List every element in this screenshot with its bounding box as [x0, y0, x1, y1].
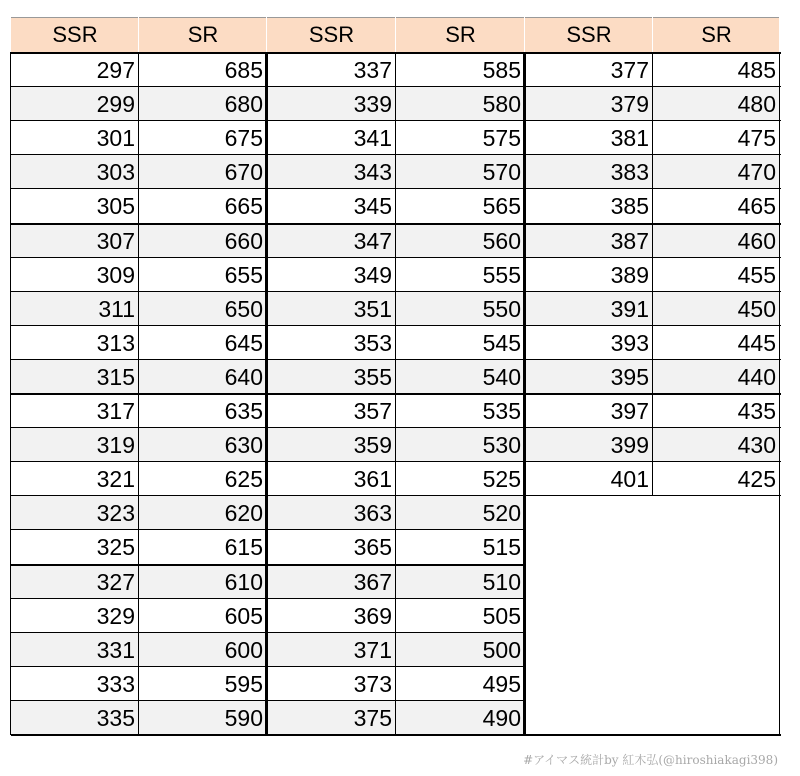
ssr-value-cell: 353 [353, 329, 392, 356]
ssr-value-cell: 321 [96, 466, 135, 493]
column-header-sr: SR [139, 17, 267, 52]
row-divider [267, 257, 526, 258]
ssr-value-cell: 375 [267, 701, 396, 735]
sr-value-cell: 465 [737, 193, 776, 220]
row-divider [267, 52, 526, 54]
ssr-value-cell: 349 [353, 261, 392, 288]
row-divider [525, 393, 781, 395]
sr-value-cell: 535 [482, 398, 521, 424]
sr-value-cell: 550 [396, 292, 525, 326]
ssr-value-cell: 319 [11, 428, 139, 462]
header-divider [395, 17, 396, 52]
row-divider [11, 461, 268, 462]
row-divider [11, 700, 268, 701]
sr-value-cell: 600 [139, 633, 267, 667]
column-divider [779, 52, 780, 735]
row-divider [267, 359, 526, 360]
row-divider [525, 120, 781, 121]
ssr-value-cell: 371 [267, 633, 396, 667]
ssr-value-cell: 337 [353, 57, 392, 83]
ssr-value-cell: 363 [267, 496, 396, 530]
row-divider [11, 666, 268, 667]
row-divider [11, 120, 268, 121]
column-divider [138, 52, 139, 735]
header-divider [524, 17, 525, 52]
sr-value-cell: 610 [139, 565, 267, 599]
sr-value-cell: 455 [737, 261, 776, 288]
ssr-value-cell: 383 [525, 155, 653, 189]
header-divider [779, 17, 780, 52]
ssr-value-cell: 395 [525, 360, 653, 394]
sr-value-cell: 585 [482, 57, 521, 83]
sr-value-cell: 650 [139, 292, 267, 326]
sr-value-cell: 630 [139, 428, 267, 462]
row-divider [267, 666, 526, 667]
row-divider [525, 461, 781, 462]
row-divider [11, 223, 268, 225]
row-divider [11, 86, 268, 87]
row-divider [267, 325, 526, 326]
sr-value-cell: 570 [396, 155, 525, 189]
ssr-value-cell: 313 [96, 329, 135, 356]
ssr-value-cell: 373 [353, 670, 392, 697]
column-header-ssr: SSR [525, 17, 653, 52]
sr-value-cell: 635 [224, 398, 263, 424]
ssr-value-cell: 299 [11, 87, 139, 121]
row-divider [267, 632, 526, 633]
table-bottom-border [11, 734, 781, 736]
ssr-value-cell: 309 [96, 261, 135, 288]
row-divider [11, 529, 268, 530]
row-divider [11, 632, 268, 633]
row-divider [525, 52, 781, 54]
row-divider [11, 154, 268, 155]
ssr-value-cell: 391 [525, 292, 653, 326]
ssr-value-cell: 305 [96, 193, 135, 220]
credit-text: #アイマス統計by 紅木弘(@hiroshiakagi398) [523, 753, 778, 767]
ssr-value-cell: 361 [353, 466, 392, 493]
sr-value-cell: 445 [737, 329, 776, 356]
ssr-value-cell: 377 [610, 57, 649, 83]
sr-value-cell: 660 [139, 224, 267, 258]
row-divider [11, 188, 268, 189]
ssr-value-cell: 397 [610, 398, 649, 424]
ssr-value-cell: 335 [11, 701, 139, 735]
row-divider [267, 291, 526, 292]
sr-value-cell: 560 [396, 224, 525, 258]
sr-value-cell: 625 [224, 466, 263, 493]
sr-value-cell: 450 [653, 292, 780, 326]
ssr-value-cell: 341 [353, 125, 392, 152]
column-header-sr: SR [396, 17, 525, 52]
sr-value-cell: 460 [653, 224, 780, 258]
header-divider [10, 17, 11, 52]
sr-value-cell: 555 [482, 261, 521, 288]
ssr-value-cell: 359 [267, 428, 396, 462]
sr-value-cell: 475 [737, 125, 776, 152]
ssr-value-cell: 301 [96, 125, 135, 152]
row-divider [11, 427, 268, 428]
row-divider [11, 52, 268, 54]
ssr-value-cell: 307 [11, 224, 139, 258]
sr-value-cell: 545 [482, 329, 521, 356]
ssr-value-cell: 399 [525, 428, 653, 462]
sr-value-cell: 500 [396, 633, 525, 667]
column-divider [395, 52, 396, 735]
sr-value-cell: 510 [396, 565, 525, 599]
ssr-value-cell: 329 [96, 602, 135, 629]
row-divider [267, 120, 526, 121]
ssr-value-cell: 345 [353, 193, 392, 220]
sr-value-cell: 470 [653, 155, 780, 189]
sr-value-cell: 520 [396, 496, 525, 530]
row-divider [267, 529, 526, 530]
ssr-value-cell: 357 [353, 398, 392, 424]
sr-value-cell: 530 [396, 428, 525, 462]
ssr-value-cell: 343 [267, 155, 396, 189]
sr-value-cell: 485 [737, 57, 776, 83]
row-divider [267, 154, 526, 155]
ssr-value-cell: 355 [267, 360, 396, 394]
sr-value-cell: 615 [224, 534, 263, 561]
ssr-value-cell: 333 [96, 670, 135, 697]
row-divider [525, 427, 781, 428]
row-divider [267, 598, 526, 599]
sr-value-cell: 680 [139, 87, 267, 121]
ssr-value-cell: 317 [96, 398, 135, 424]
ssr-value-cell: 379 [525, 87, 653, 121]
ssr-value-cell: 323 [11, 496, 139, 530]
column-divider [10, 52, 11, 735]
sr-value-cell: 565 [482, 193, 521, 220]
column-divider [652, 52, 653, 496]
header-divider [652, 17, 653, 52]
sr-value-cell: 425 [737, 466, 776, 493]
ssr-value-cell: 311 [11, 292, 139, 326]
sr-value-cell: 675 [224, 125, 263, 152]
sr-value-cell: 515 [482, 534, 521, 561]
ssr-value-cell: 385 [610, 193, 649, 220]
ssr-value-cell: 327 [11, 565, 139, 599]
row-divider [267, 700, 526, 701]
row-divider [11, 291, 268, 292]
sr-value-cell: 590 [139, 701, 267, 735]
row-divider [525, 325, 781, 326]
row-divider [267, 427, 526, 428]
sr-value-cell: 655 [224, 261, 263, 288]
row-divider [267, 461, 526, 462]
ssr-value-cell: 367 [267, 565, 396, 599]
header-divider [138, 17, 139, 52]
sr-value-cell: 435 [737, 398, 776, 424]
row-divider [267, 223, 526, 225]
sr-value-cell: 495 [482, 670, 521, 697]
sr-value-cell: 525 [482, 466, 521, 493]
row-divider [525, 257, 781, 258]
sr-value-cell: 640 [139, 360, 267, 394]
ssr-value-cell: 315 [11, 360, 139, 394]
ssr-value-cell: 401 [610, 466, 649, 493]
row-divider [11, 598, 268, 599]
ssr-value-cell: 347 [267, 224, 396, 258]
row-divider [267, 564, 526, 566]
row-divider [525, 291, 781, 292]
column-header-ssr: SSR [267, 17, 396, 52]
row-divider [11, 325, 268, 326]
row-divider [525, 223, 781, 225]
sr-value-cell: 580 [396, 87, 525, 121]
ssr-value-cell: 389 [610, 261, 649, 288]
sr-value-cell: 490 [396, 701, 525, 735]
ssr-value-cell: 393 [610, 329, 649, 356]
column-divider [265, 52, 268, 735]
sr-value-cell: 595 [224, 670, 263, 697]
row-divider [11, 564, 268, 566]
sr-value-cell: 430 [653, 428, 780, 462]
header-divider [266, 17, 267, 52]
column-divider [523, 52, 526, 735]
ssr-value-cell: 351 [267, 292, 396, 326]
row-divider [525, 495, 781, 496]
sr-value-cell: 670 [139, 155, 267, 189]
sr-value-cell: 505 [482, 602, 521, 629]
ssr-value-cell: 331 [11, 633, 139, 667]
ssr-value-cell: 303 [11, 155, 139, 189]
row-divider [11, 257, 268, 258]
ssr-value-cell: 381 [610, 125, 649, 152]
row-divider [11, 359, 268, 360]
sr-value-cell: 440 [653, 360, 780, 394]
ssr-value-cell: 387 [525, 224, 653, 258]
sr-value-cell: 575 [482, 125, 521, 152]
sr-value-cell: 665 [224, 193, 263, 220]
ssr-value-cell: 365 [353, 534, 392, 561]
ssr-value-cell: 297 [96, 57, 135, 83]
ssr-value-cell: 369 [353, 602, 392, 629]
ssr-value-cell: 339 [267, 87, 396, 121]
row-divider [267, 86, 526, 87]
row-divider [267, 495, 526, 496]
row-divider [525, 154, 781, 155]
column-header-sr: SR [653, 17, 780, 52]
row-divider [525, 86, 781, 87]
sr-value-cell: 620 [139, 496, 267, 530]
column-header-ssr: SSR [11, 17, 139, 52]
row-divider [525, 188, 781, 189]
sr-value-cell: 480 [653, 87, 780, 121]
ssr-value-cell: 325 [96, 534, 135, 561]
sr-value-cell: 645 [224, 329, 263, 356]
sr-value-cell: 540 [396, 360, 525, 394]
sr-value-cell: 685 [224, 57, 263, 83]
row-divider [267, 393, 526, 395]
row-divider [11, 495, 268, 496]
row-divider [267, 188, 526, 189]
sr-value-cell: 605 [224, 602, 263, 629]
row-divider [11, 393, 268, 395]
row-divider [525, 359, 781, 360]
